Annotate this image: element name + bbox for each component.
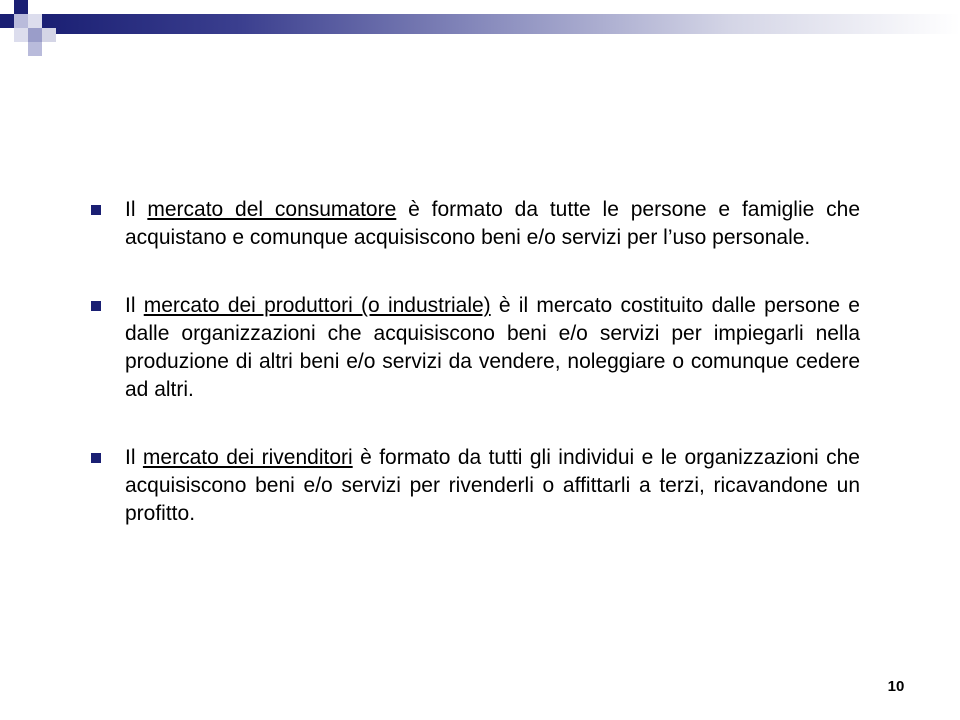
bullet-item-consumatore	[88, 196, 860, 252]
decor-square	[14, 14, 28, 28]
bullet-term: mercato dei rivenditori	[142, 446, 353, 469]
decor-square	[0, 0, 14, 14]
header-gradient-bar	[38, 14, 960, 34]
decor-square	[14, 28, 28, 42]
bullet-term: mercato del consumatore	[147, 198, 397, 221]
decor-square	[28, 42, 42, 56]
decor-square	[28, 14, 42, 28]
bullet-text: è formato da tutti gli individui e le organizzazioni che acquisiscono beni e/o servizi per rivenderli o affittarli a terzi, ricavandone un profitto.	[125, 446, 860, 525]
bullet-item-rivenditori	[88, 444, 860, 528]
page-number: 10	[887, 678, 905, 695]
decor-square	[0, 14, 14, 28]
decor-square	[42, 28, 56, 42]
bullet-prefix: Il	[125, 198, 148, 221]
bullet-text: è il mercato costituito dalle persone e dalle organizzazioni che acquisiscono beni e/o servizi per impiegarli nella produzione di altri beni e/o servizi da vendere, noleggiare o comunque cedere ad altri.	[125, 294, 860, 401]
square-bullet-icon	[91, 205, 101, 215]
bullet-prefix: Il	[125, 294, 144, 317]
bullet-text: è formato da tutte le persone e famiglie che acquistano e comunque acquisiscono beni e/o servizi per l’uso personale.	[125, 198, 860, 249]
decor-square	[28, 28, 42, 42]
bullet-prefix: Il	[125, 446, 143, 469]
bullet-list	[88, 196, 860, 568]
square-bullet-icon	[91, 453, 101, 463]
bullet-term: mercato dei produttori (o industriale)	[143, 294, 491, 317]
decor-square	[14, 0, 28, 14]
square-bullet-icon	[91, 301, 101, 311]
bullet-item-produttori	[88, 292, 860, 404]
